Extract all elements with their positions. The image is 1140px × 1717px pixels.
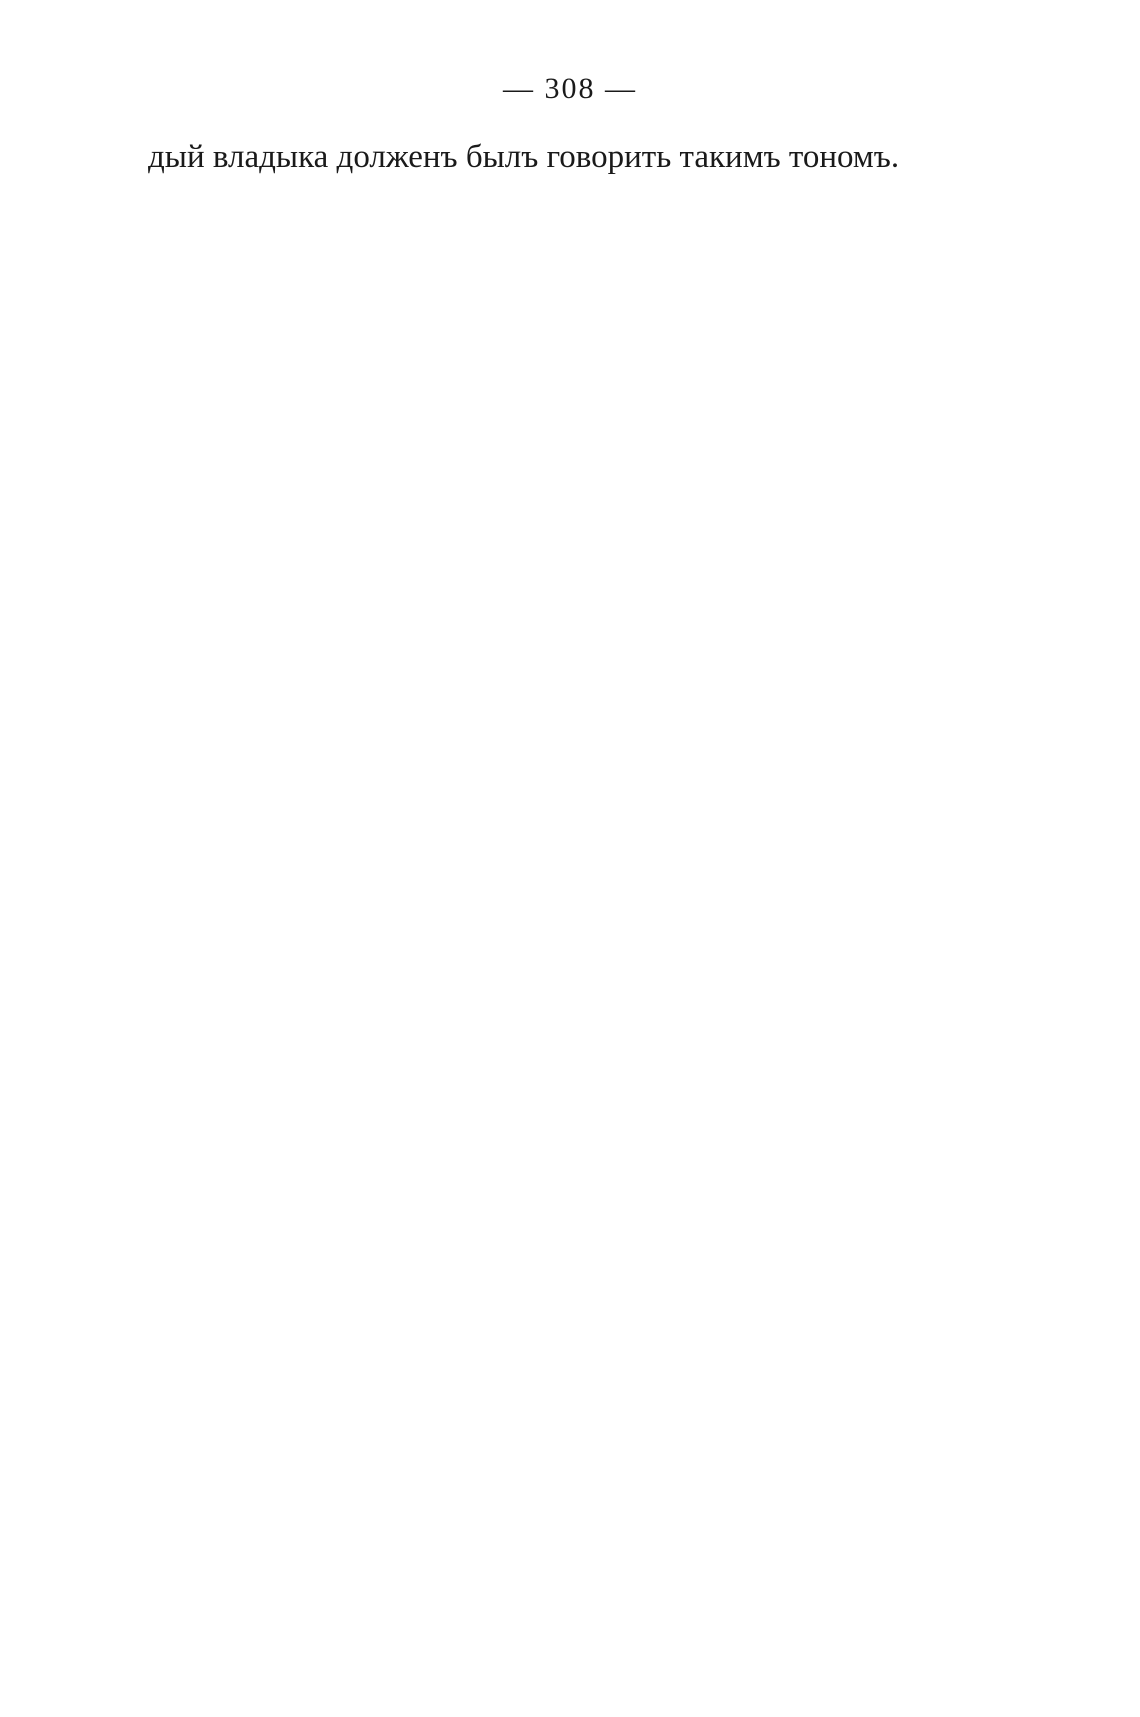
body-text [148, 130, 998, 185]
text-line: дый владыка долженъ былъ говорить такимъ тономъ. [148, 139, 900, 175]
page-number: — 308 — [503, 72, 637, 105]
